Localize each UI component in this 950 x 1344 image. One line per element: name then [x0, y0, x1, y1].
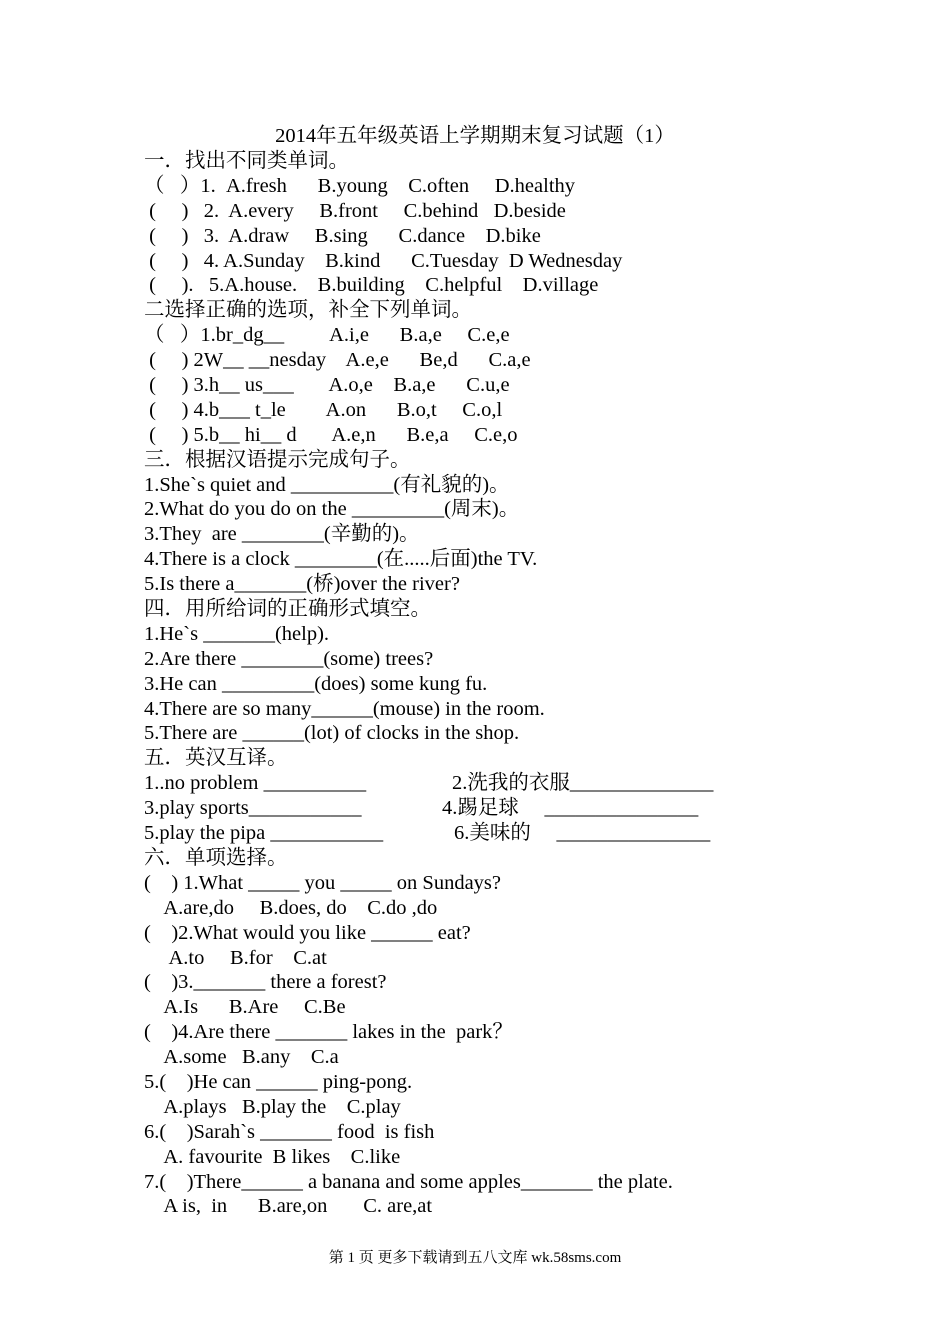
question-line: 2.What do you do on the _________(周末)。 — [144, 498, 520, 521]
question-line: 5.There are ______(lot) of clocks in the shop. — [144, 722, 520, 745]
translation-right: 2.洗我的衣服______________ — [452, 772, 714, 795]
question-line: ( ) 3.h__ us___ A.o,e B.a,e C.u,e — [144, 374, 510, 397]
question-line: （ ）1. A.fresh B.young C.often D.healthy — [144, 174, 576, 197]
question-line: ( ) 1.What _____ you _____ on Sundays? — [144, 871, 501, 894]
question-line: 6.( )Sarah`s _______ food is fish — [144, 1120, 435, 1143]
translation-left: 1..no problem __________ — [144, 772, 367, 795]
options-line: A is, in B.are,on C. are,at — [144, 1195, 433, 1218]
options-line: A.are,do B.does, do C.do ,do — [144, 896, 438, 919]
question-line: 5.( )He can ______ ping-pong. — [144, 1070, 413, 1093]
section-heading: 三．根据汉语提示完成句子。 — [144, 448, 411, 471]
translation-left: 5.play the pipa ___________ — [144, 822, 384, 845]
exam-body — [144, 149, 924, 1219]
page-title: 2014年五年级英语上学期期末复习试题（1） — [275, 125, 675, 147]
options-line: A.Is B.Are C.Be — [144, 996, 346, 1019]
section-heading: 六．单项选择。 — [144, 846, 288, 869]
translation-right: 6.美味的 _______________ — [454, 822, 711, 845]
translation-row — [144, 821, 924, 846]
options-line: A. favourite B likes C.like — [144, 1145, 401, 1168]
question-line: 1.She`s quiet and __________(有礼貌的)。 — [144, 473, 510, 496]
section-heading: 五．英汉互译。 — [144, 747, 288, 770]
question-line: ( )4.Are there _______ lakes in the park？ — [144, 1021, 513, 1044]
question-line: 2.Are there ________(some) trees? — [144, 647, 434, 670]
question-line: 3.He can _________(does) some kung fu. — [144, 672, 488, 695]
question-line: 7.( )There______ a banana and some apples_______ the plate. — [144, 1170, 673, 1193]
question-line: ( ) 4. A.Sunday B.kind C.Tuesday D Wednesday — [144, 249, 623, 272]
options-line: A.plays B.play the C.play — [144, 1095, 401, 1118]
question-line: 1.He`s _______(help). — [144, 622, 330, 645]
translation-left: 3.play sports___________ — [144, 797, 362, 820]
question-line: ( ) 2. A.every B.front C.behind D.beside — [144, 199, 566, 222]
translation-right: 4.踢足球 _______________ — [442, 797, 699, 820]
question-line: ( ) 3. A.draw B.sing C.dance D.bike — [144, 224, 541, 247]
question-line: 4.There is a clock ________(在.....后面)the TV. — [144, 548, 538, 571]
translation-row — [144, 771, 924, 796]
question-line: 4.There are so many______(mouse) in the room. — [144, 697, 545, 720]
question-line: ( ) 5.b__ hi__ d A.e,n B.e,a C.e,o — [144, 423, 518, 446]
section-heading: 四．用所给词的正确形式填空。 — [144, 598, 431, 621]
question-line: ( ) 4.b___ t_le A.on B.o,t C.o,l — [144, 398, 503, 421]
question-line: ( )3._______ there a forest? — [144, 971, 387, 994]
question-line: ( )2.What would you like ______ eat? — [144, 921, 471, 944]
question-line: 5.Is there a_______(桥)over the river? — [144, 573, 460, 596]
question-line: ( ). 5.A.house. B.building C.helpful D.village — [144, 274, 599, 297]
question-line: （ ）1.br_dg__ A.i,e B.a,e C.e,e — [144, 324, 510, 347]
question-line: ( ) 2W__ __nesday A.e,e Be,d C.a,e — [144, 349, 531, 372]
options-line: A.to B.for C.at — [144, 946, 327, 969]
translation-row — [144, 796, 924, 821]
question-line: 3.They are ________(辛勤的)。 — [144, 523, 420, 546]
options-line: A.some B.any C.a — [144, 1046, 339, 1069]
section-heading: 一．找出不同类单词。 — [144, 150, 349, 172]
section-heading: 二选择正确的选项，补全下列单词。 — [144, 299, 472, 322]
page-footer: 第 1 页 更多下载请到五八文库 wk.58sms.com — [328, 1250, 622, 1266]
